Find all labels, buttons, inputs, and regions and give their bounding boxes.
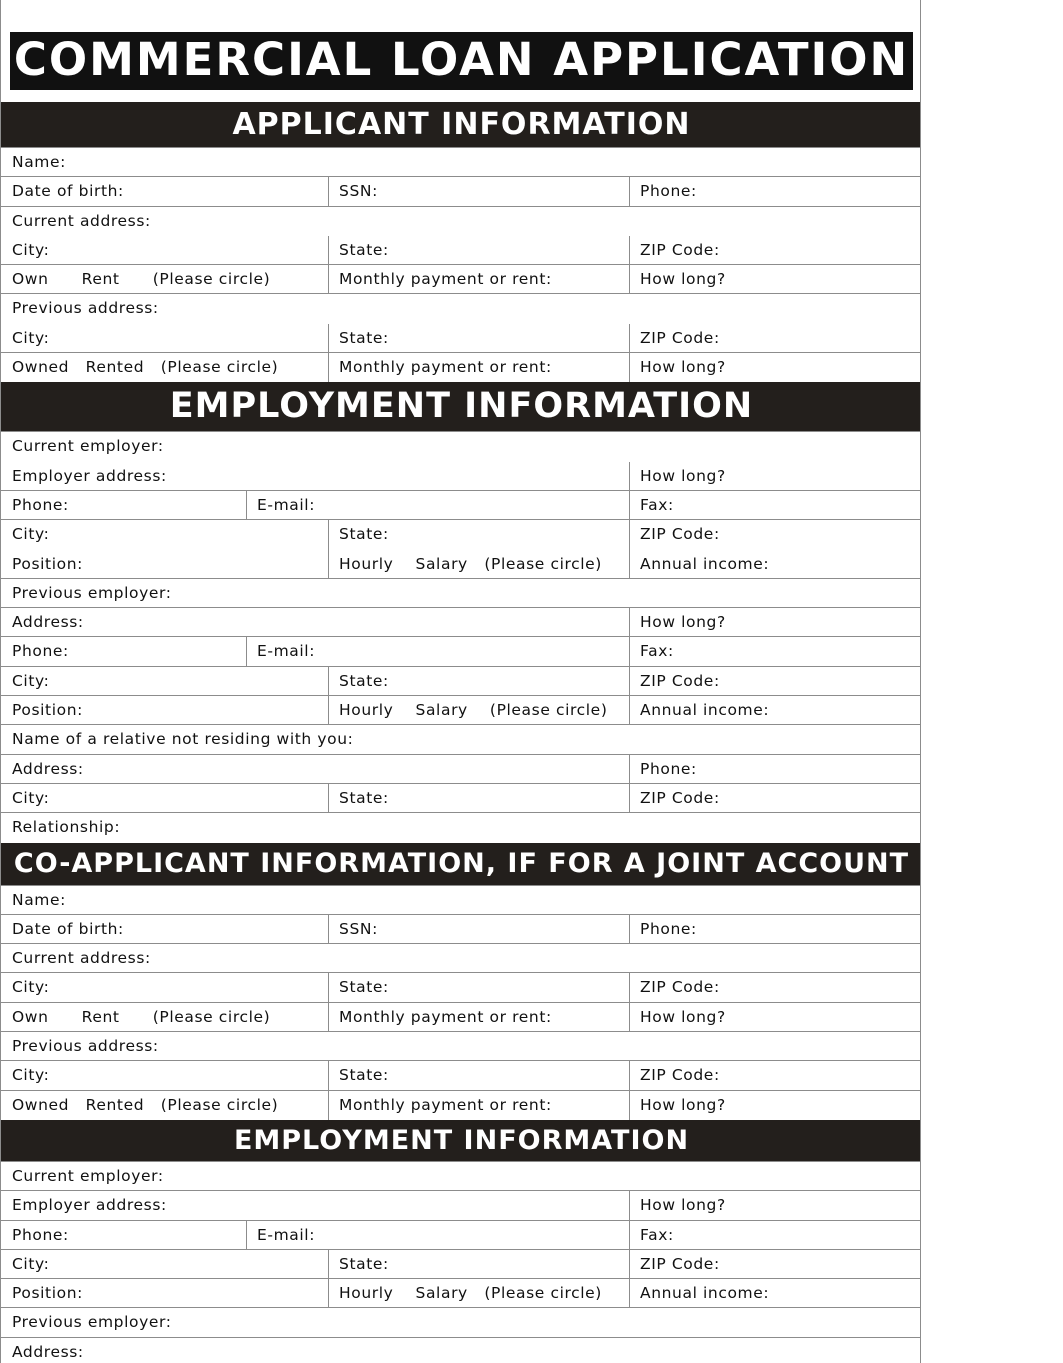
field-city[interactable]: City: (12, 240, 50, 259)
field-previous-address[interactable]: Previous address: (12, 1037, 159, 1056)
field-state[interactable]: State: (328, 1250, 629, 1278)
field-zip-code[interactable]: ZIP Code: (629, 1061, 921, 1089)
field-how-long[interactable]: How long? (629, 1003, 921, 1031)
field-current-address[interactable]: Current address: (12, 949, 151, 968)
field-employer-address[interactable]: Employer address: (12, 466, 167, 485)
form-row (1, 886, 921, 915)
form-row (1, 755, 921, 784)
field-how-long[interactable]: How long? (629, 1191, 921, 1219)
form-row (1, 1091, 921, 1120)
form-row (1, 579, 921, 608)
form-row (1, 725, 921, 754)
field-address[interactable]: Address: (12, 759, 84, 778)
field-monthly-payment-or-rent[interactable]: Monthly payment or rent: (328, 1003, 629, 1031)
field-owned-rented[interactable]: Owned Rented (Please circle) (12, 1095, 279, 1114)
form-row (1, 1003, 921, 1032)
field-owned-rented[interactable]: Owned Rented (Please circle) (12, 358, 279, 377)
form-row (1, 294, 921, 323)
form-row (1, 1191, 921, 1220)
form-row (1, 973, 921, 1002)
form-row (1, 207, 921, 236)
field-previous-address[interactable]: Previous address: (12, 299, 159, 318)
field-state[interactable]: State: (328, 324, 629, 352)
field-name-of-a-relative-not-residing-with-you[interactable]: Name of a relative not residing with you: (12, 730, 354, 749)
field-phone[interactable]: Phone: (629, 177, 921, 205)
field-fax[interactable]: Fax: (629, 1221, 921, 1249)
field-zip-code[interactable]: ZIP Code: (629, 784, 921, 812)
field-previous-employer[interactable]: Previous employer: (12, 1313, 172, 1332)
section-header-employment-information: EMPLOYMENT INFORMATION (1, 382, 921, 432)
field-monthly-payment-or-rent[interactable]: Monthly payment or rent: (328, 1091, 629, 1120)
field-state[interactable]: State: (328, 973, 629, 1001)
field-how-long[interactable]: How long? (629, 608, 921, 636)
section-header-co-applicant-information-if-for-a-joint-account: CO-APPLICANT INFORMATION, IF FOR A JOINT ACCOUNT (1, 843, 921, 886)
field-current-address[interactable]: Current address: (12, 211, 151, 230)
field-fax[interactable]: Fax: (629, 491, 921, 519)
field-city[interactable]: City: (12, 671, 50, 690)
field-how-long[interactable]: How long? (629, 265, 921, 293)
field-own-rent[interactable]: Own Rent (Please circle) (12, 270, 271, 289)
field-zip-code[interactable]: ZIP Code: (629, 667, 921, 695)
field-employer-address[interactable]: Employer address: (12, 1196, 167, 1215)
field-phone[interactable]: Phone: (12, 1225, 69, 1244)
field-phone[interactable]: Phone: (12, 495, 69, 514)
form-row (1, 696, 921, 725)
form-row (1, 637, 921, 666)
field-date-of-birth[interactable]: Date of birth: (12, 919, 124, 938)
field-annual-income[interactable]: Annual income: (629, 550, 921, 578)
form-row (1, 813, 921, 842)
form-row (1, 432, 921, 461)
form-body (1, 102, 921, 1363)
form-row (1, 265, 921, 294)
field-ssn[interactable]: SSN: (328, 177, 629, 205)
field-city[interactable]: City: (12, 788, 50, 807)
field-phone[interactable]: Phone: (629, 755, 921, 783)
form-row (1, 944, 921, 973)
form-row (1, 1032, 921, 1061)
form-row (1, 1162, 921, 1191)
field-hourly-salary[interactable]: Hourly Salary (Please circle) (328, 696, 629, 724)
form-row (1, 915, 921, 944)
field-position[interactable]: Position: (12, 1284, 83, 1303)
field-zip-code[interactable]: ZIP Code: (629, 236, 921, 264)
field-how-long[interactable]: How long? (629, 353, 921, 382)
section-header-employment-information: EMPLOYMENT INFORMATION (1, 1120, 921, 1162)
field-how-long[interactable]: How long? (629, 462, 921, 490)
field-own-rent[interactable]: Own Rent (Please circle) (12, 1007, 271, 1026)
field-e-mail[interactable]: E-mail: (246, 637, 629, 665)
page-title: COMMERCIAL LOAN APPLICATION (10, 32, 913, 90)
form-row (1, 1338, 921, 1363)
field-hourly-salary[interactable]: Hourly Salary (Please circle) (328, 1279, 629, 1307)
field-e-mail[interactable]: E-mail: (246, 1221, 629, 1249)
form-row (1, 1221, 921, 1250)
field-how-long[interactable]: How long? (629, 1091, 921, 1120)
field-city[interactable]: City: (12, 328, 50, 347)
form-row (1, 1279, 921, 1308)
field-zip-code[interactable]: ZIP Code: (629, 1250, 921, 1278)
field-address[interactable]: Address: (12, 613, 84, 632)
field-annual-income[interactable]: Annual income: (629, 1279, 921, 1307)
field-position[interactable]: Position: (12, 701, 83, 720)
form-row (1, 324, 921, 353)
form-row (1, 1250, 921, 1279)
field-zip-code[interactable]: ZIP Code: (629, 324, 921, 352)
form-row (1, 608, 921, 637)
field-state[interactable]: State: (328, 520, 629, 549)
form-row (1, 353, 921, 382)
field-city[interactable]: City: (12, 978, 50, 997)
field-current-employer[interactable]: Current employer: (12, 437, 164, 456)
title-banner (1, 32, 921, 90)
field-position[interactable]: Position: (12, 554, 83, 573)
form-row (1, 491, 921, 520)
form-row (1, 784, 921, 813)
field-city[interactable]: City: (12, 1254, 50, 1273)
field-state[interactable]: State: (328, 236, 629, 264)
field-ssn[interactable]: SSN: (328, 915, 629, 943)
field-date-of-birth[interactable]: Date of birth: (12, 182, 124, 201)
field-phone[interactable]: Phone: (629, 915, 921, 943)
field-previous-employer[interactable]: Previous employer: (12, 583, 172, 602)
section-header-applicant-information: APPLICANT INFORMATION (1, 102, 921, 148)
form-row (1, 667, 921, 696)
field-monthly-payment-or-rent[interactable]: Monthly payment or rent: (328, 265, 629, 293)
field-city[interactable]: City: (12, 1066, 50, 1085)
field-zip-code[interactable]: ZIP Code: (629, 973, 921, 1001)
form-row (1, 1308, 921, 1337)
field-relationship[interactable]: Relationship: (12, 818, 121, 837)
field-state[interactable]: State: (328, 667, 629, 695)
field-fax[interactable]: Fax: (629, 637, 921, 665)
field-zip-code[interactable]: ZIP Code: (629, 520, 921, 549)
field-name[interactable]: Name: (12, 153, 66, 171)
form-row (1, 1061, 921, 1090)
form-row (1, 236, 921, 265)
field-city[interactable]: City: (12, 525, 50, 544)
field-state[interactable]: State: (328, 784, 629, 812)
field-hourly-salary[interactable]: Hourly Salary (Please circle) (328, 550, 629, 578)
form-row (1, 148, 921, 177)
field-name[interactable]: Name: (12, 890, 66, 909)
field-address[interactable]: Address: (12, 1342, 84, 1361)
field-state[interactable]: State: (328, 1061, 629, 1089)
field-current-employer[interactable]: Current employer: (12, 1166, 164, 1185)
form-row (1, 520, 921, 549)
form-row (1, 550, 921, 579)
field-monthly-payment-or-rent[interactable]: Monthly payment or rent: (328, 353, 629, 382)
form-row (1, 177, 921, 206)
form-row (1, 462, 921, 491)
field-annual-income[interactable]: Annual income: (629, 696, 921, 724)
field-phone[interactable]: Phone: (12, 642, 69, 661)
field-e-mail[interactable]: E-mail: (246, 491, 629, 519)
